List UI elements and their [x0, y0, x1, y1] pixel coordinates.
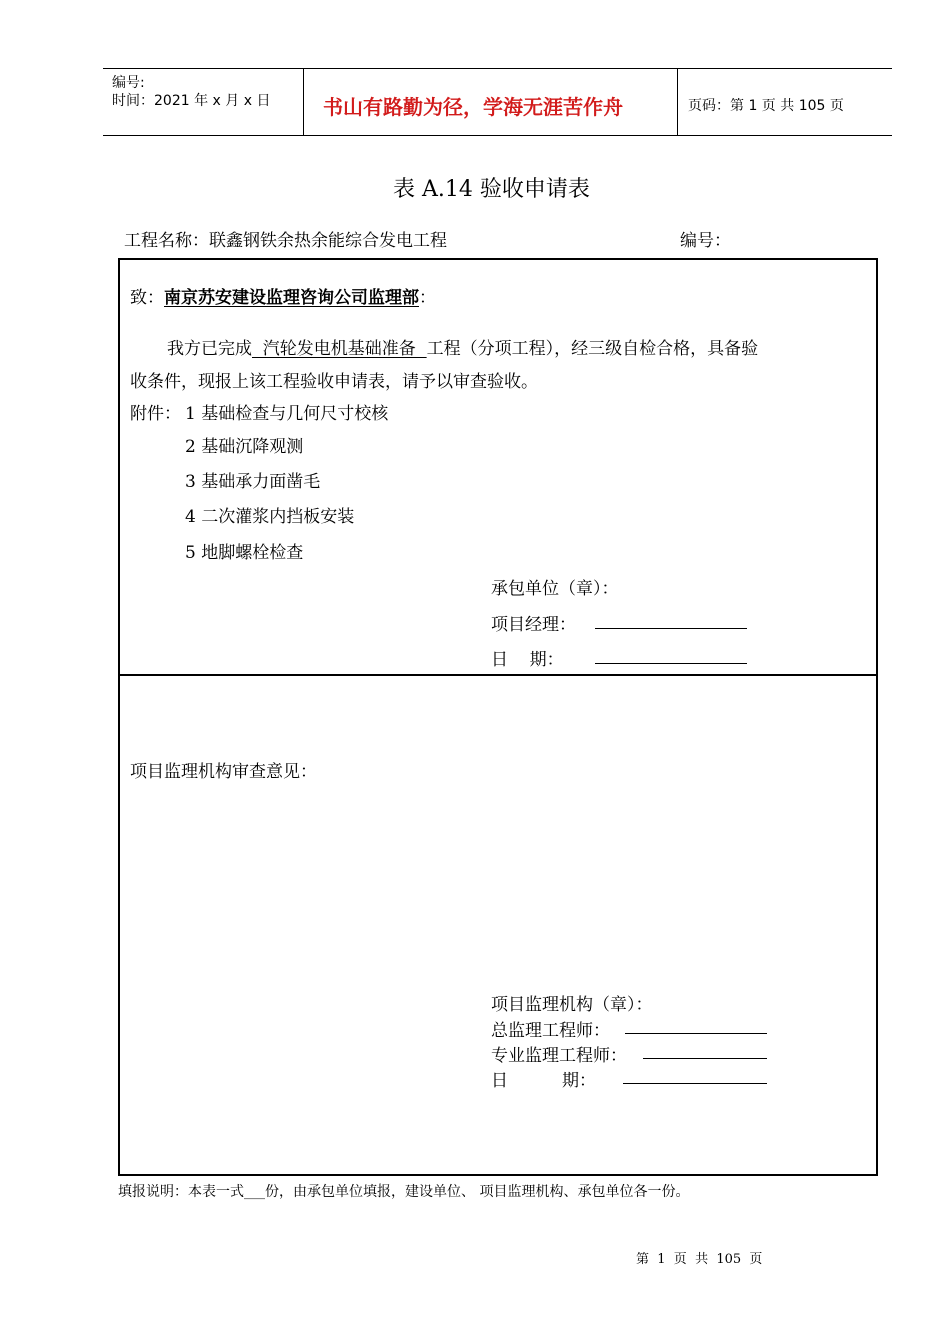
note-suffix: 份，由承包单位填报，建设单位、 项目监理机构、承包单位各一份。	[265, 1184, 690, 1200]
chief-engineer-label: 总监理工程师：	[491, 1021, 610, 1041]
form-section-divider	[118, 674, 878, 676]
header-divider-1	[303, 68, 304, 136]
review-date-field[interactable]	[623, 1083, 767, 1084]
project-manager-label: 项目经理：	[491, 615, 576, 635]
header-page-label: 页码：第 1 页 共 105 页	[688, 98, 844, 114]
header-motto: 书山有路勤为径，学海无涯苦作舟	[323, 95, 623, 119]
application-date-field[interactable]	[595, 663, 747, 664]
header-number-label: 编号:	[112, 75, 145, 91]
chief-engineer-signature-field[interactable]	[625, 1033, 767, 1034]
form-number-label: 编号：	[680, 231, 731, 251]
review-opinion-label: 项目监理机构审查意见：	[130, 762, 317, 782]
work-item-name: 汽轮发电机基础准备	[252, 339, 427, 359]
specialist-engineer-signature-field[interactable]	[643, 1058, 767, 1059]
attachment-item: 3 基础承力面凿毛	[185, 472, 321, 492]
project-name: 工程名称：联鑫钢铁余热余能综合发电工程	[124, 231, 447, 251]
application-paragraph-line1	[167, 334, 758, 359]
addressee-line	[130, 283, 436, 308]
fill-instructions	[118, 1181, 689, 1201]
addressee-org: 南京苏安建设监理咨询公司监理部	[164, 288, 419, 308]
attachments-label: 附件：	[130, 404, 181, 424]
addressee-prefix: 致：	[130, 288, 164, 308]
attachment-item: 4 二次灌浆内挡板安装	[185, 507, 355, 527]
specialist-engineer-label: 专业监理工程师：	[491, 1046, 627, 1066]
attachment-item: 5 地脚螺栓检查	[185, 543, 304, 563]
header-bottom-rule	[103, 135, 892, 136]
form-title: 表 A.14 验收申请表	[393, 177, 590, 202]
attachment-item: 2 基础沉降观测	[185, 437, 304, 457]
paragraph-suffix: 工程（分项工程），经三级自检合格，具备验	[426, 339, 759, 359]
contractor-seal-label: 承包单位（章）：	[491, 579, 619, 599]
application-date-label: 日 期：	[491, 650, 564, 670]
application-paragraph-line2: 收条件，现报上该工程验收申请表，请予以审查验收。	[130, 372, 538, 392]
addressee-suffix: ：	[419, 288, 436, 308]
header-top-rule	[103, 68, 892, 69]
attachment-item: 1 基础检查与几何尺寸校核	[185, 404, 389, 424]
note-prefix: 填报说明：本表一式	[118, 1184, 244, 1200]
note-copies-blank: ___	[244, 1184, 265, 1200]
header-divider-2	[677, 68, 678, 136]
review-date-label: 日 期：	[491, 1071, 597, 1091]
footer-page-number: 第 1 页 共 105 页	[636, 1252, 763, 1267]
paragraph-prefix: 我方已完成	[167, 339, 252, 359]
review-seal-label: 项目监理机构（章）：	[491, 995, 653, 1015]
project-manager-signature-field[interactable]	[595, 628, 747, 629]
header-time-label: 时间：2021 年 x 月 x 日	[112, 93, 271, 109]
